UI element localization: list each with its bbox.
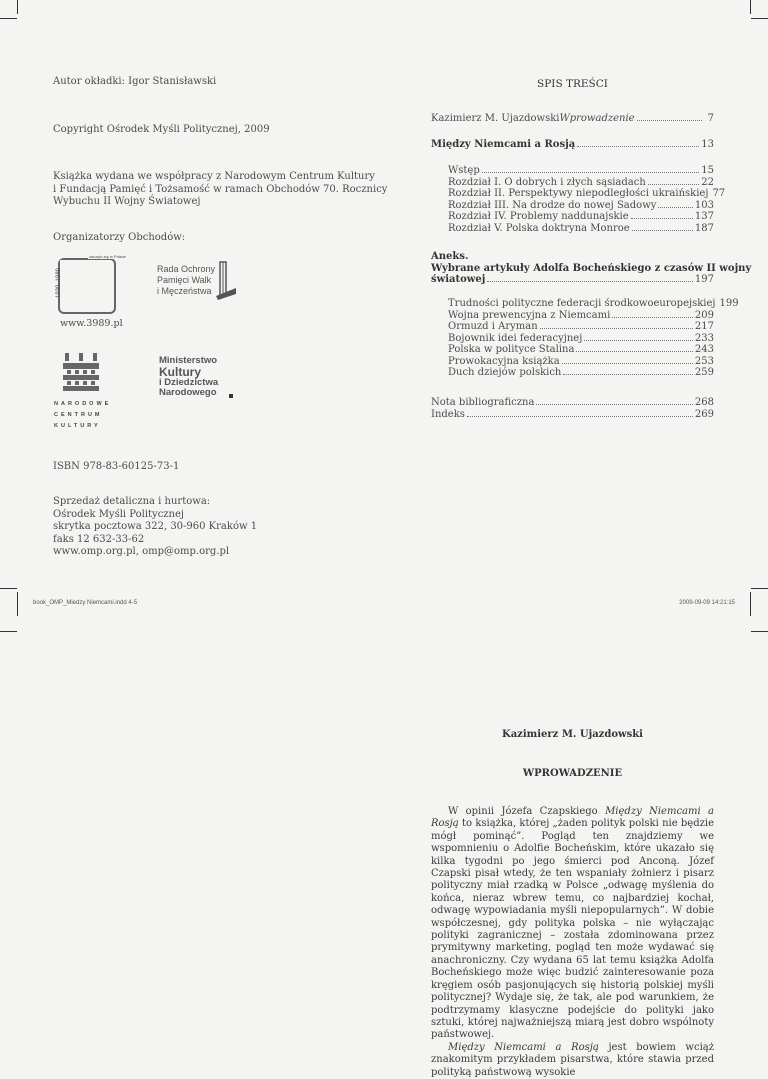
logo-nck-line: KULTURY [54, 423, 101, 429]
toc-row [448, 344, 714, 356]
book-title-italic: Między Niemcami a Rosją [431, 806, 715, 830]
toc-page: 77 [712, 188, 726, 199]
toc-end [431, 397, 714, 420]
logo-ministry-line: Narodowego [159, 387, 217, 398]
toc-title: SPIS TREŚCI [537, 78, 608, 90]
toc-page: 217 [694, 321, 714, 332]
toc-page: 253 [694, 355, 714, 367]
intro-body [431, 806, 714, 1079]
toc-annex [431, 251, 752, 286]
sales-line: Sprzedaż detaliczna i hurtowa: [53, 496, 211, 507]
logo-1989-tagline: zaczęło się w Polsce [89, 254, 126, 259]
toc-row [448, 177, 714, 189]
crop-mark [751, 18, 768, 19]
toc-entry: Wojna prewencyjna z Niemcami [448, 309, 611, 321]
toc-annex-label: Aneks. [431, 251, 469, 262]
toc-row [448, 356, 714, 368]
toc-annex-title-end: światowej [431, 274, 486, 285]
toc-intro [431, 113, 714, 125]
logo-nck-line: CENTRUM [54, 412, 103, 418]
cover-author: Autor okładki: Igor Stanisławski [53, 76, 217, 87]
logo-rada-line: i Męczeństwa [157, 286, 212, 296]
book-title-italic: Między Niemcami a Rosją [448, 1041, 599, 1053]
toc-entry: Rozdział III. Na drodze do nowej Sadowy [448, 199, 657, 211]
sales-line: Ośrodek Myśli Politycznej [53, 508, 185, 520]
intro-paragraph [431, 806, 714, 1042]
paragraph-text: W opinii Józefa Czapskiego [448, 806, 606, 817]
toc-row [448, 310, 714, 322]
cooperation-line: Wybuchu II Wojny Światowej [53, 196, 201, 207]
slug-file: book_OMP_Miedzy Niemcami.indd 4-5 [33, 600, 138, 606]
toc-entry: Polska w polityce Stalina [448, 344, 575, 355]
intro-author: Kazimierz M. Ujazdowski [502, 729, 643, 740]
crop-mark [0, 18, 17, 19]
toc-row [448, 211, 714, 223]
toc-chapters [431, 165, 726, 234]
crop-mark [750, 0, 751, 14]
toc-row [448, 200, 714, 212]
paragraph-text: to książka, której „żaden polityk polski nie będzie mógł pominąć”. Pogląd ten znajdziemy we wspomnieniu o Adolfie Bocheńskim, które ukazało się kilka tygodni po jego śmierci pod Anconą. Józef Czapski pisał wtedy, że ten wspaniały żołnierz i pisarz polityczny miał rzadką w Polsce „odwagę myślenia do końca, nieraz wbrew temu, co najbardziej kochał, odwagę wypowiadania myśli niepopularnych”. W dobie współczesnej, gdy polityka polska – nie wyłączając polityki zagranicznej – została zdominowana przez prymitywny marketing, pogląd ten może wydawać się anachroniczny. Czy wydana 65 lat temu książka Adolfa Bocheńskiego może więc budzić zainteresowanie poza kręgiem osób pasjonujących się historią polskiej myśli politycznej? Wydaje się, że tak, ale pod warunkiem, że podtrzymamy klasyczne podejście do polityki jako sztuki, której najważniejszą miarą jest dobro wspólnoty państwowej. [431, 818, 714, 1041]
toc-row [448, 298, 739, 310]
toc-row [448, 321, 714, 333]
logo-ministry-line: i Dziedzictwa [159, 377, 219, 388]
logo-rada [157, 264, 215, 297]
sales-info [53, 496, 353, 559]
toc-entry: Rozdział IV. Problemy naddunajskie [448, 211, 629, 222]
crop-mark [17, 592, 18, 616]
logo-nck-line: NARODOWE [54, 401, 112, 407]
toc-row [448, 367, 714, 379]
sales-line: www.omp.org.pl, omp@omp.org.pl [53, 546, 230, 557]
toc-row [431, 409, 714, 421]
toc-row [448, 223, 714, 235]
logo-ministry-line: Kultury [159, 365, 201, 379]
toc-page: 15 [701, 165, 714, 176]
logo-rada-line: Pamięci Walk [157, 275, 212, 285]
crop-mark [17, 0, 18, 14]
logo-nck-text [54, 399, 111, 432]
toc-row [448, 188, 726, 200]
toc-page: 199 [719, 298, 739, 309]
organizers-label: Organizatorzy Obchodów: [53, 232, 186, 243]
logo-ministry [159, 356, 218, 398]
toc-entry: Rozdział I. O dobrych i złych sąsiadach [448, 176, 646, 188]
copyright: Copyright Ośrodek Myśli Politycznej, 2009 [53, 124, 270, 135]
toc-page: 269 [694, 408, 714, 420]
toc-entry: Indeks [431, 408, 465, 420]
crop-mark [750, 592, 751, 616]
toc-entry: Prowokacyjna książka [448, 355, 560, 367]
toc-page: 137 [694, 211, 714, 222]
toc-page: 209 [694, 309, 714, 321]
crop-mark [751, 631, 768, 632]
rada-monument-icon [214, 260, 238, 302]
slug-date: 2009-09-09 14:21:15 [679, 600, 735, 606]
sales-line: skrytka pocztowa 322, 30-960 Kraków 1 [53, 521, 258, 532]
isbn: ISBN 978-83-60125-73-1 [53, 461, 180, 472]
logo-1989-url: www.3989.pl [60, 318, 123, 329]
toc-entry: Trudności polityczne federacji środkowoeuropejskiej [448, 298, 716, 309]
logo-1989-years: 1939–1989 [56, 267, 63, 299]
toc-entry: Bojownik idei federacyjnej [448, 332, 583, 344]
toc-main [431, 139, 714, 151]
logo-ministry-line: Ministerstwo [159, 355, 218, 366]
toc-page: 7 [707, 113, 714, 124]
crop-mark [751, 588, 768, 589]
toc-page: 268 [694, 397, 714, 408]
toc-annex-title: Wybrane artykuły Adolfa Bocheńskiego z czasów II wojny [431, 262, 752, 274]
toc-row [431, 397, 714, 409]
toc-intro-title: Wprowadzenie [559, 113, 635, 124]
toc-entry: Wstęp [448, 165, 480, 176]
toc-page: 22 [701, 176, 714, 188]
sales-line: faks 12 632-33-62 [53, 533, 145, 545]
logo-rada-line: Rada Ochrony [157, 264, 216, 274]
toc-page: 13 [701, 139, 714, 150]
cooperation-note [53, 171, 388, 209]
toc-row [448, 165, 714, 177]
toc-entry: Rozdział II. Perspektywy niepodległości ukraińskiej [448, 188, 709, 199]
crop-mark [0, 588, 17, 589]
toc-page: 259 [694, 367, 714, 378]
toc-row [448, 333, 714, 345]
cooperation-line: i Fundacją Pamięć i Tożsamość w ramach Obchodów 70. Rocznicy [53, 183, 388, 195]
toc-row [431, 274, 714, 286]
logo-1989 [56, 254, 126, 314]
ministry-dot-icon [229, 394, 233, 398]
toc-page: 103 [694, 199, 714, 211]
toc-entry: Ormuzd i Aryman [448, 321, 538, 332]
paragraph-text: jest bowiem wciąż znakomitym przykładem pisarstwa, które stawia przed polityką państwową wysokie [431, 1041, 715, 1078]
toc-page: 197 [694, 274, 714, 285]
toc-row [431, 113, 714, 125]
toc-main-title: Między Niemcami a Rosją [431, 139, 576, 150]
toc-page: 233 [694, 332, 714, 344]
toc-intro-author: Kazimierz M. Ujazdowski [431, 113, 560, 124]
intro-paragraph [431, 1042, 714, 1079]
toc-entry: Duch dziejów polskich [448, 367, 562, 378]
cooperation-line: Książka wydana we współpracy z Narodowym Centrum Kultury [53, 171, 375, 182]
crop-mark [0, 631, 17, 632]
toc-entry: Nota bibliograficzna [431, 397, 535, 408]
toc-page: 243 [694, 344, 714, 355]
toc-row [431, 139, 714, 151]
toc-page: 187 [694, 222, 714, 234]
nck-logo-icon [63, 353, 99, 391]
toc-entry: Rozdział V. Polska doktryna Monroe [448, 222, 630, 234]
toc-articles [431, 298, 739, 379]
intro-heading: WPROWADZENIE [522, 768, 623, 779]
